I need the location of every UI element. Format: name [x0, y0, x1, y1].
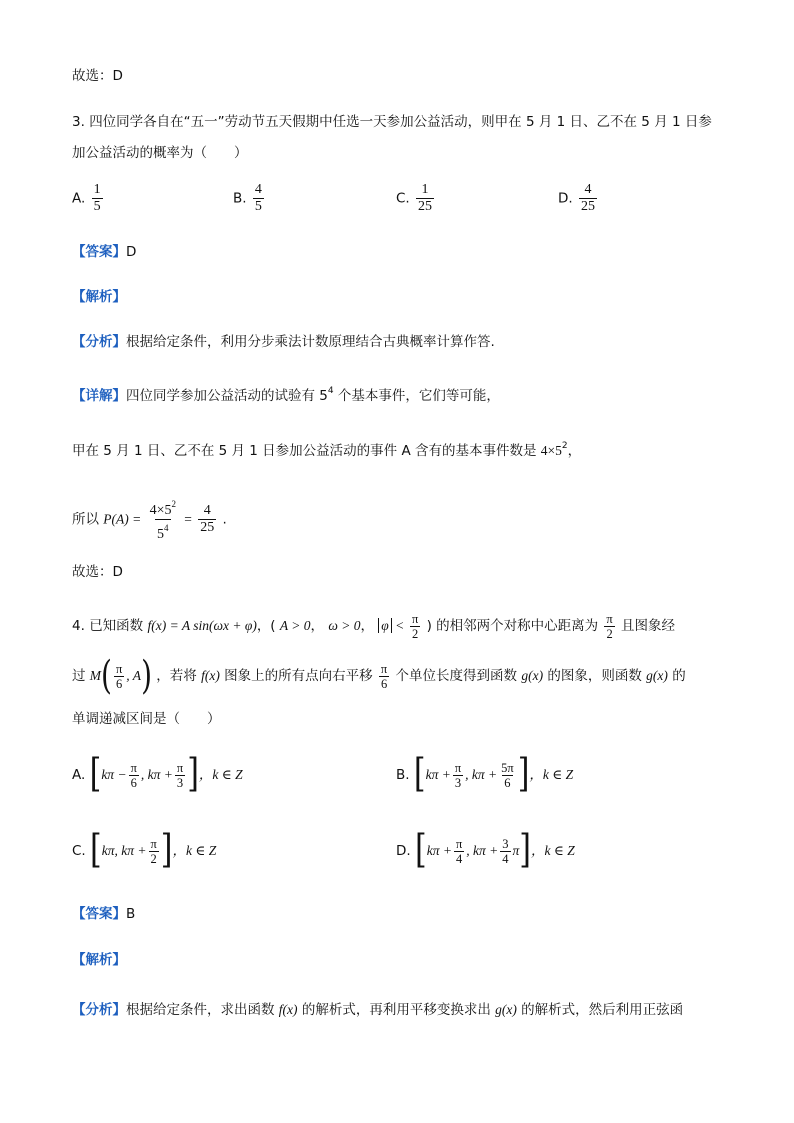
q4-number: 4. [72, 618, 85, 634]
q4-fenxi [72, 1000, 683, 1020]
q3-result: 故选：D [72, 564, 123, 580]
q3-fenxi [72, 332, 495, 352]
q3-option-c[interactable] [396, 182, 436, 215]
so-res-num: 4 [203, 503, 211, 518]
opt-a: kπ + [426, 843, 452, 858]
right-bracket-icon: ] [519, 827, 531, 874]
q4-l1-lt: < [396, 618, 404, 633]
frac-den: 3 [176, 775, 184, 790]
option-letter: B. [233, 190, 247, 207]
frac-den: 6 [504, 775, 511, 790]
fenxi-text-b: 的解析式，再利用平移变换求出 [301, 1002, 491, 1018]
q3-option-d[interactable] [558, 182, 599, 215]
frac-den: 2 [606, 626, 613, 641]
option-letter: A. [72, 767, 86, 783]
q4-l2-g: g(x) [521, 668, 544, 683]
fenxi-f: f(x) [278, 1002, 298, 1017]
q3-option-a[interactable] [72, 182, 105, 215]
answer-value: D [126, 244, 137, 260]
q3-number: 3. [72, 114, 85, 130]
opt-mid: , kπ + [465, 767, 498, 782]
so-eq: = [184, 511, 192, 527]
q3-stem-line1 [72, 112, 712, 132]
frac-num: π [454, 760, 462, 775]
event-formula: 4×5 [540, 443, 562, 458]
frac-den: 2 [150, 851, 157, 866]
q4-l2-f2: 的 [672, 668, 686, 684]
q4-option-b[interactable] [396, 751, 574, 798]
frac-num: π [606, 611, 613, 626]
q4-line3: 单调递减区间是（ ） [72, 711, 221, 727]
frac-den: 25 [580, 199, 595, 214]
q4-analysis-header [72, 950, 126, 970]
event-sup: 2 [561, 441, 568, 451]
q4-l1-d: ) 的相邻两个对称中心距离为 [426, 618, 599, 634]
so-den-base: 5 [157, 527, 165, 542]
q4-l2-A: , A [126, 668, 142, 683]
opt-mid: , kπ + [140, 767, 173, 782]
q4-l2-e: 的图象，则函数 [547, 668, 642, 684]
analysis-tag: 【解析】 [72, 289, 126, 305]
q4-answer [72, 904, 135, 924]
q4-option-a[interactable] [72, 751, 243, 798]
opt-mid: , kπ + [466, 843, 499, 858]
q4-l2-c: 图象上的所有点向右平移 [224, 668, 373, 684]
q4-line2 [72, 652, 686, 699]
q4-l1-c1: A > 0 [279, 618, 311, 633]
option-letter: C. [72, 843, 86, 859]
q4-l2-b: ，若将 [156, 668, 197, 684]
q3-stem-text1: 四位同学各自在“五一”劳动节五天假期中任选一天参加公益活动，则甲在 5 月 1 日、乙不在 5 月 1 日参 [89, 114, 712, 130]
q4-l1-c3: ω > 0 [328, 618, 361, 633]
so-den [155, 519, 171, 543]
q4-option-d[interactable] [396, 827, 575, 874]
opt-tail: ，k ∈ Z [529, 767, 574, 782]
so-num-base: 4×5 [149, 503, 172, 518]
so-num-sup: 2 [171, 499, 176, 509]
q4-l2-f: f(x) [201, 668, 220, 683]
q4-l1-phi: φ [378, 618, 391, 633]
right-bracket-icon: ] [160, 827, 173, 874]
q3-answer [72, 242, 136, 262]
opt-a: kπ − [101, 767, 127, 782]
opt-a: kπ + [425, 767, 451, 782]
option-letter: C. [396, 190, 410, 207]
q4-l1-f: f(x) = A sin(ωx + φ) [147, 618, 257, 633]
frac-num: 1 [93, 182, 101, 197]
frac-num: 1 [421, 182, 429, 197]
frac-den: 4 [502, 851, 509, 866]
q4-l1-a: 已知函数 [89, 618, 144, 634]
fenxi-g: g(x) [495, 1002, 517, 1017]
frac-num: π [130, 760, 137, 775]
q4-l2-m: M [89, 668, 102, 683]
event-end: ， [567, 443, 582, 459]
q3-so-line [72, 496, 227, 543]
q4-l1-c4: ， [360, 618, 374, 634]
prev-result: 故选：D [72, 68, 123, 84]
answer-value: B [126, 906, 136, 922]
q4-l1-e: 且图象经 [621, 618, 676, 634]
frac-den: 25 [418, 199, 433, 214]
frac-den: 3 [454, 775, 462, 790]
answer-tag: 【答案】 [72, 244, 126, 260]
fenxi-tag: 【分析】 [72, 1002, 126, 1018]
frac-num: π [150, 836, 157, 851]
option-letter: D. [396, 843, 411, 859]
xiangjie-sup: 4 [327, 386, 334, 396]
left-bracket-icon: [ [413, 751, 426, 798]
left-paren-icon: ( [101, 652, 112, 699]
q3-event-line [72, 436, 581, 461]
analysis-tag: 【解析】 [72, 952, 126, 968]
frac-den: 5 [93, 199, 101, 214]
q3-analysis-header [72, 287, 126, 307]
q4-option-c[interactable] [72, 827, 217, 874]
frac-num: 3 [502, 836, 509, 851]
q4-line1 [72, 608, 675, 644]
frac-num: π [411, 611, 419, 626]
q3-xiangjie [72, 381, 500, 406]
fenxi-tag: 【分析】 [72, 334, 126, 350]
frac-den: 6 [116, 676, 123, 691]
xiangjie-text-a: 四位同学参加公益活动的试验有 5 [126, 388, 328, 404]
opt-a: kπ, kπ + [101, 843, 147, 858]
so-res-den: 25 [200, 520, 215, 535]
opt-tail: ，k ∈ Z [172, 843, 217, 858]
q4-l1-c2: ， [310, 618, 325, 634]
option-letter: D. [558, 190, 573, 207]
so-pa: P(A) = [103, 511, 142, 527]
opt-pi: π [512, 843, 520, 858]
so-prefix: 所以 [72, 511, 99, 528]
q4-l1-b: ，( [256, 618, 276, 634]
right-bracket-icon: ] [187, 751, 199, 798]
frac-den: 2 [411, 626, 419, 641]
frac-num: 4 [584, 182, 592, 197]
so-num [148, 496, 178, 519]
so-end: . [222, 511, 227, 528]
fenxi-text-a: 根据给定条件，求出函数 [126, 1002, 275, 1018]
frac-num: π [115, 661, 123, 676]
frac-den: 6 [130, 775, 137, 790]
q3-stem-line2: 加公益活动的概率为（ ） [72, 145, 248, 161]
frac-den: 5 [254, 199, 262, 214]
fenxi-text: 根据给定条件，利用分步乘法计数原理结合古典概率计算作答. [126, 334, 495, 350]
frac-num: π [455, 836, 463, 851]
q4-l2-d: 个单位长度得到函数 [395, 668, 518, 684]
frac-den: 4 [455, 851, 463, 866]
right-paren-icon: ) [141, 652, 152, 699]
frac-num: 5π [501, 760, 514, 775]
q3-option-b[interactable] [233, 182, 266, 215]
option-letter: A. [72, 190, 86, 207]
frac-num: π [380, 661, 388, 676]
answer-tag: 【答案】 [72, 906, 126, 922]
xiangjie-tag: 【详解】 [72, 388, 126, 404]
opt-tail: ，k ∈ Z [198, 767, 243, 782]
q4-l2-g2: g(x) [646, 668, 668, 683]
fenxi-text-c: 的解析式，然后利用正弦函 [521, 1002, 684, 1018]
left-bracket-icon: [ [89, 751, 102, 798]
frac-num: 4 [254, 182, 262, 197]
option-letter: B. [396, 767, 410, 783]
event-text: 甲在 5 月 1 日、乙不在 5 月 1 日参加公益活动的事件 A 含有的基本事件数是 [72, 443, 541, 459]
frac-num: π [176, 760, 184, 775]
q4-l2-a: 过 [72, 668, 86, 684]
right-bracket-icon: ] [517, 751, 530, 798]
so-den-sup: 4 [164, 523, 169, 533]
left-bracket-icon: [ [90, 827, 102, 874]
frac-den: 6 [380, 676, 388, 691]
left-bracket-icon: [ [414, 827, 427, 874]
xiangjie-text-b: 个基本事件，它们等可能， [333, 388, 500, 404]
opt-tail: ，k ∈ Z [531, 843, 575, 858]
